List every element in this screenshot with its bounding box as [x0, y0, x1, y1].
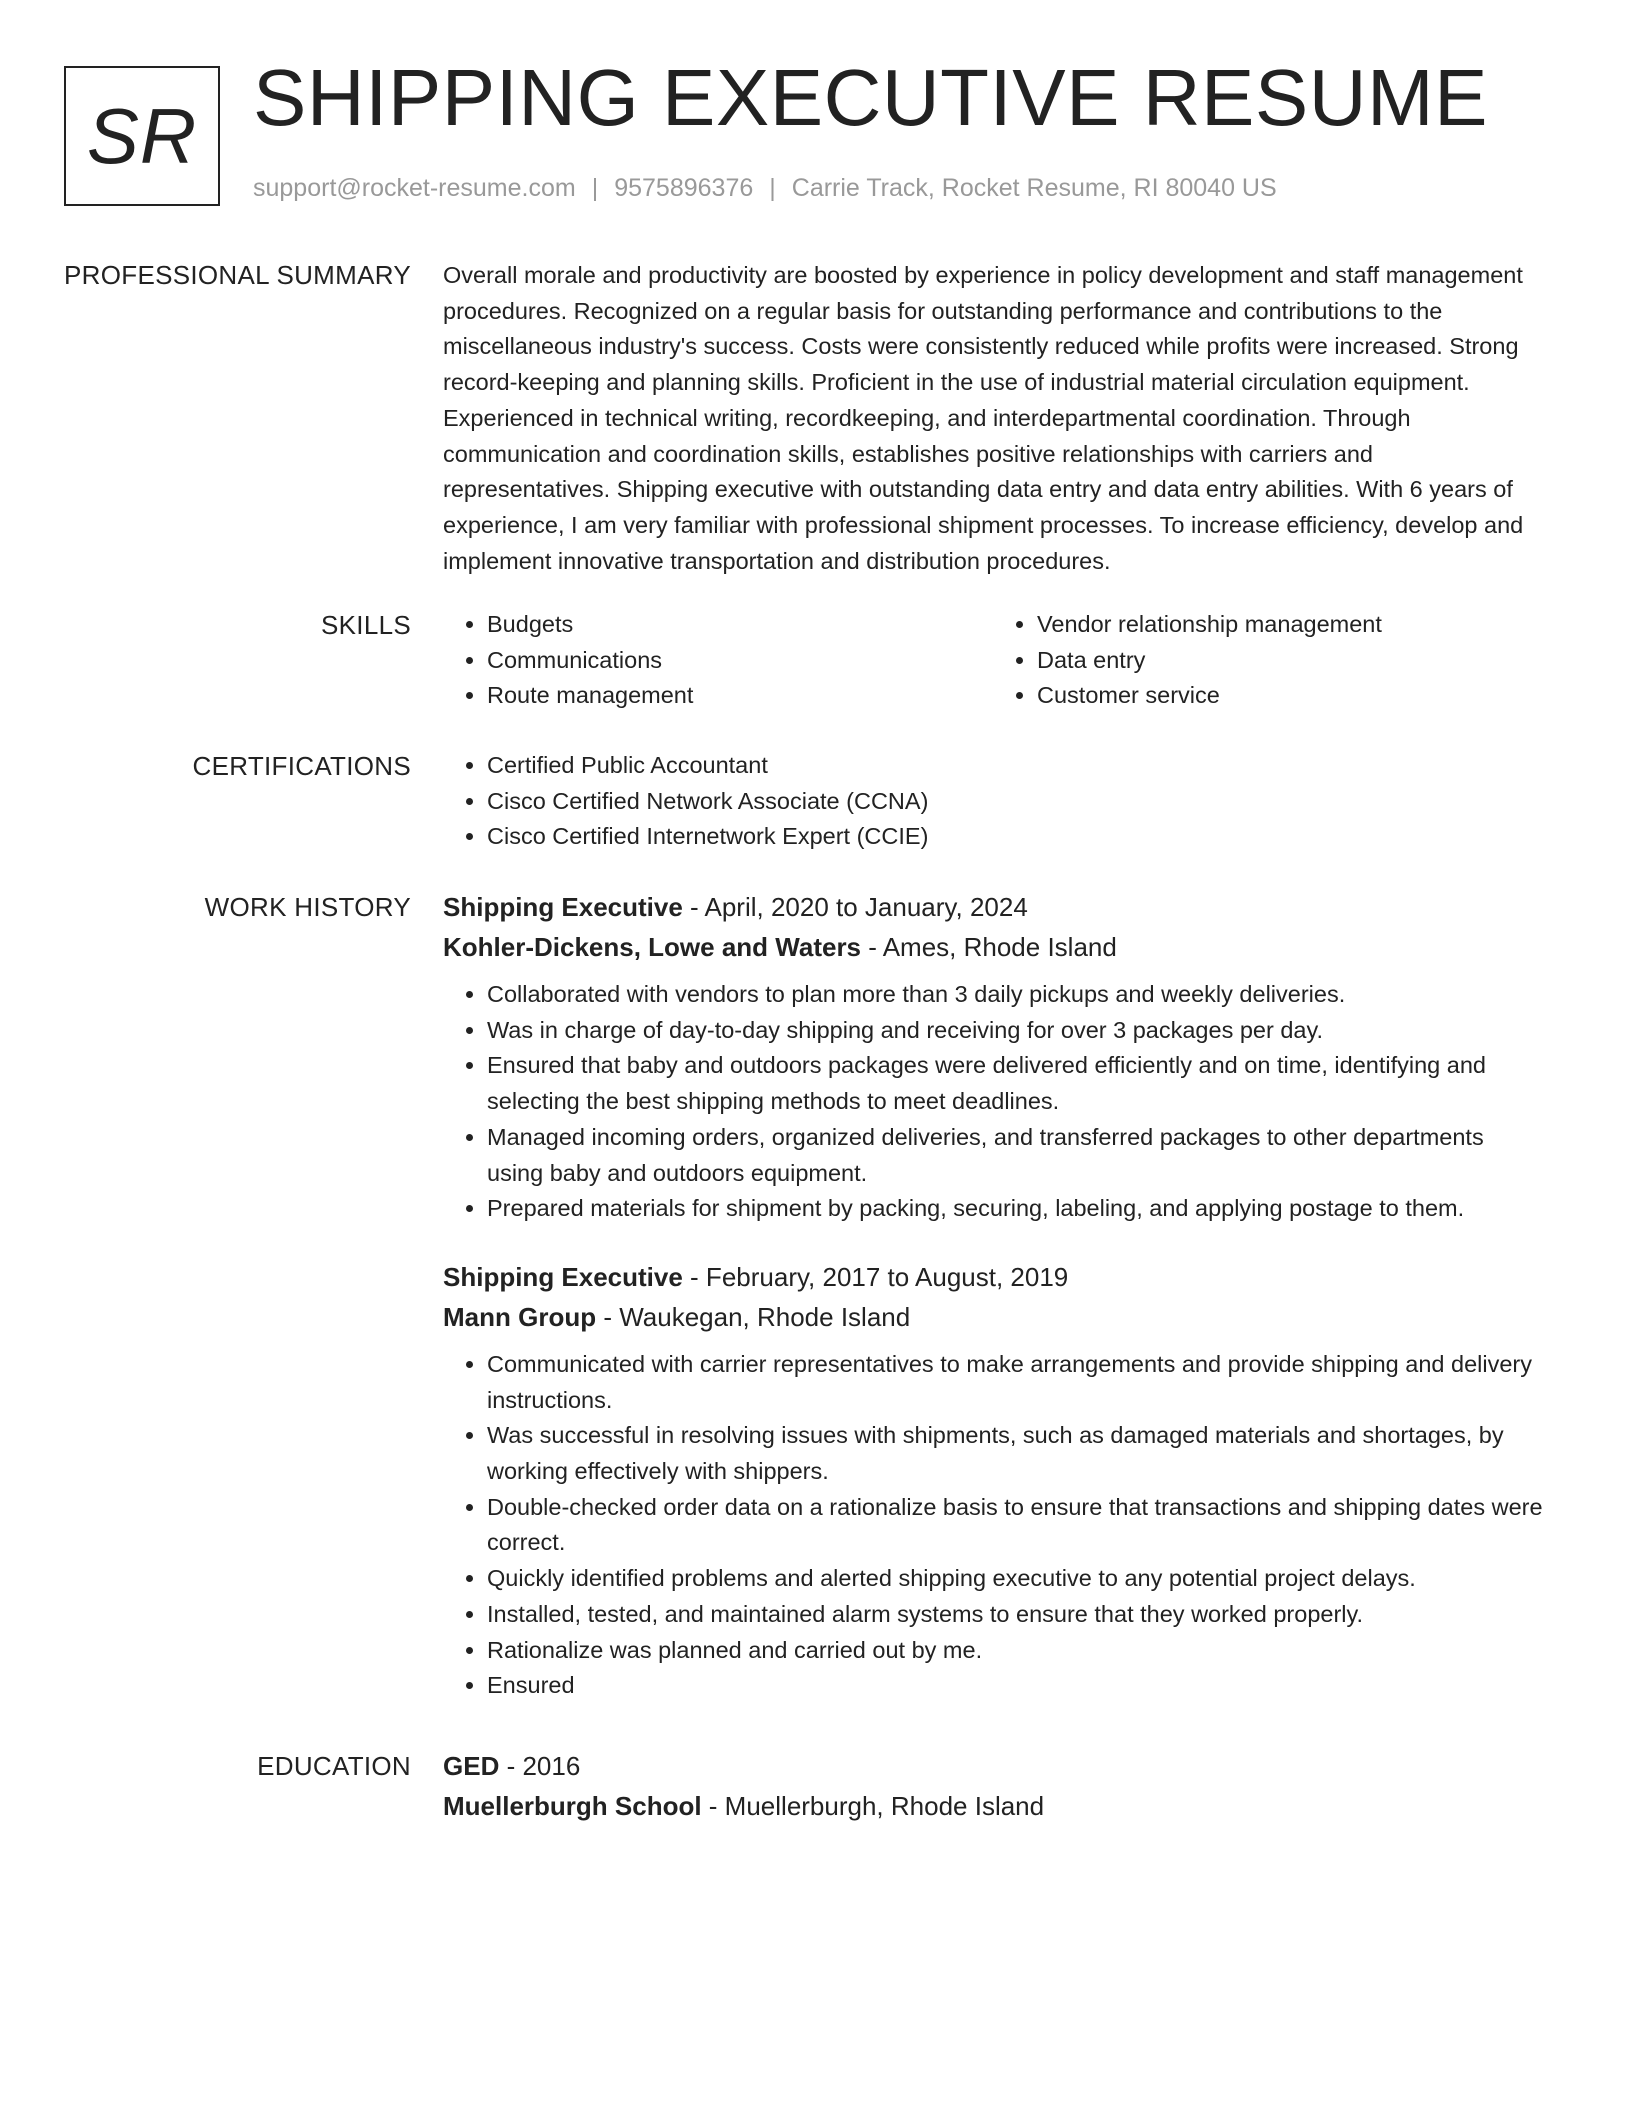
- job-bullet: • Ensured that baby and outdoors packages were delivered efficiently and on time, identifying and selecting the best shipping methods to meet deadlines.: [487, 1048, 1543, 1119]
- skills-heading: SKILLS: [321, 610, 411, 640]
- certification-item: • Cisco Certified Network Associate (CCNA): [487, 784, 1543, 820]
- job-bullet: • Rationalize was planned and carried out by me.: [487, 1633, 1543, 1669]
- job-location: - Waukegan, Rhode Island: [596, 1301, 911, 1332]
- skill-item: • Data entry: [1037, 643, 1543, 679]
- contact-separator: |: [769, 174, 776, 202]
- monogram-logo: SR: [64, 66, 220, 206]
- job-bullet: • Communicated with carrier representatives to make arrangements and provide shipping and delivery instructions.: [487, 1347, 1543, 1418]
- job-bullet-list: [443, 977, 1543, 1227]
- skill-item: • Vendor relationship management: [1037, 607, 1543, 643]
- education-degree: GED: [443, 1751, 500, 1781]
- job-company-line: [443, 927, 1543, 967]
- contact-line: [253, 174, 1277, 203]
- job-bullet: • Quickly identified problems and alerted shipping executive to any potential project delays.: [487, 1561, 1543, 1597]
- skills-list-right: [993, 607, 1543, 714]
- job-company: Kohler-Dickens, Lowe and Waters: [443, 932, 862, 962]
- education-school: Muellerburgh School: [443, 1791, 702, 1821]
- education-degree-line: [443, 1746, 1543, 1786]
- job-title-line: [443, 1257, 1543, 1297]
- skill-item: • Route management: [487, 678, 993, 714]
- email-link[interactable]: support@rocket-resume.com: [253, 174, 576, 202]
- work-history-heading: WORK HISTORY: [204, 892, 411, 922]
- summary-heading: PROFESSIONAL SUMMARY: [64, 260, 411, 290]
- job-company: Mann Group: [443, 1301, 597, 1332]
- skills-list-left: [443, 607, 993, 714]
- job-location: - Ames, Rhode Island: [861, 932, 1117, 962]
- job-bullet: • Prepared materials for shipment by packing, securing, labeling, and applying postage to them.: [487, 1191, 1543, 1227]
- education-heading: EDUCATION: [257, 1751, 411, 1781]
- education-school-line: [443, 1786, 1543, 1826]
- job-entry: [443, 1257, 1543, 1704]
- job-entry: [443, 887, 1543, 1227]
- skill-item: • Customer service: [1037, 678, 1543, 714]
- job-role: Shipping Executive: [443, 892, 683, 922]
- job-bullet: • Collaborated with vendors to plan more than 3 daily pickups and weekly deliveries.: [487, 977, 1543, 1013]
- job-dates: - February, 2017 to August, 2019: [682, 1261, 1069, 1292]
- job-bullet: • Was in charge of day-to-day shipping and receiving for over 3 packages per day.: [487, 1013, 1543, 1049]
- summary-text: Overall morale and productivity are boosted by experience in policy development and staff management procedures. Recognized on a regular basis for outstanding performance and contributions to the miscellaneous industry's success. Costs were consistently reduced while profits were increased. Strong record-keeping and planning skills. Proficient in the use of industrial material circulation equipment. Experienced in technical writing, recordkeeping, and interdepartmental coordination. Through communication and coordination skills, establishes positive relationships with carriers and representatives. Shipping executive with outstanding data entry and data entry abilities. With 6 years of experience, I am very familiar with professional shipment processes. To increase efficiency, develop and implement innovative transportation and distribution procedures.: [443, 262, 1524, 574]
- phone-number: 9575896376: [614, 174, 754, 202]
- education-year: - 2016: [499, 1751, 581, 1781]
- job-bullet: • Managed incoming orders, organized deliveries, and transferred packages to other departments using baby and outdoors equipment.: [487, 1120, 1543, 1191]
- job-bullet: • Installed, tested, and maintained alarm systems to ensure that they worked properly.: [487, 1597, 1543, 1633]
- job-dates: - April, 2020 to January, 2024: [682, 892, 1028, 922]
- job-company-line: [443, 1297, 1543, 1337]
- contact-separator: |: [591, 174, 599, 202]
- job-bullet: • Was successful in resolving issues with shipments, such as damaged materials and shortages, by working effectively with shippers.: [487, 1418, 1543, 1489]
- skill-item: • Budgets: [487, 607, 993, 643]
- job-bullet: • Double-checked order data on a rationalize basis to ensure that transactions and shipping dates were correct.: [487, 1490, 1543, 1561]
- job-bullet-list: [443, 1347, 1543, 1704]
- certification-item: • Certified Public Accountant: [487, 748, 1543, 784]
- skill-item: • Communications: [487, 643, 993, 679]
- education-location: - Muellerburgh, Rhode Island: [701, 1791, 1045, 1821]
- certification-item: • Cisco Certified Internetwork Expert (CCIE): [487, 819, 1543, 855]
- certifications-list: [443, 748, 1543, 855]
- job-role: Shipping Executive: [443, 1261, 683, 1292]
- job-bullet: • Ensured: [487, 1668, 1543, 1704]
- resume-title: SHIPPING EXECUTIVE RESUME: [253, 53, 1488, 142]
- certifications-heading: CERTIFICATIONS: [192, 751, 411, 781]
- job-title-line: [443, 887, 1543, 927]
- address: Carrie Track, Rocket Resume, RI 80040 US: [791, 174, 1277, 202]
